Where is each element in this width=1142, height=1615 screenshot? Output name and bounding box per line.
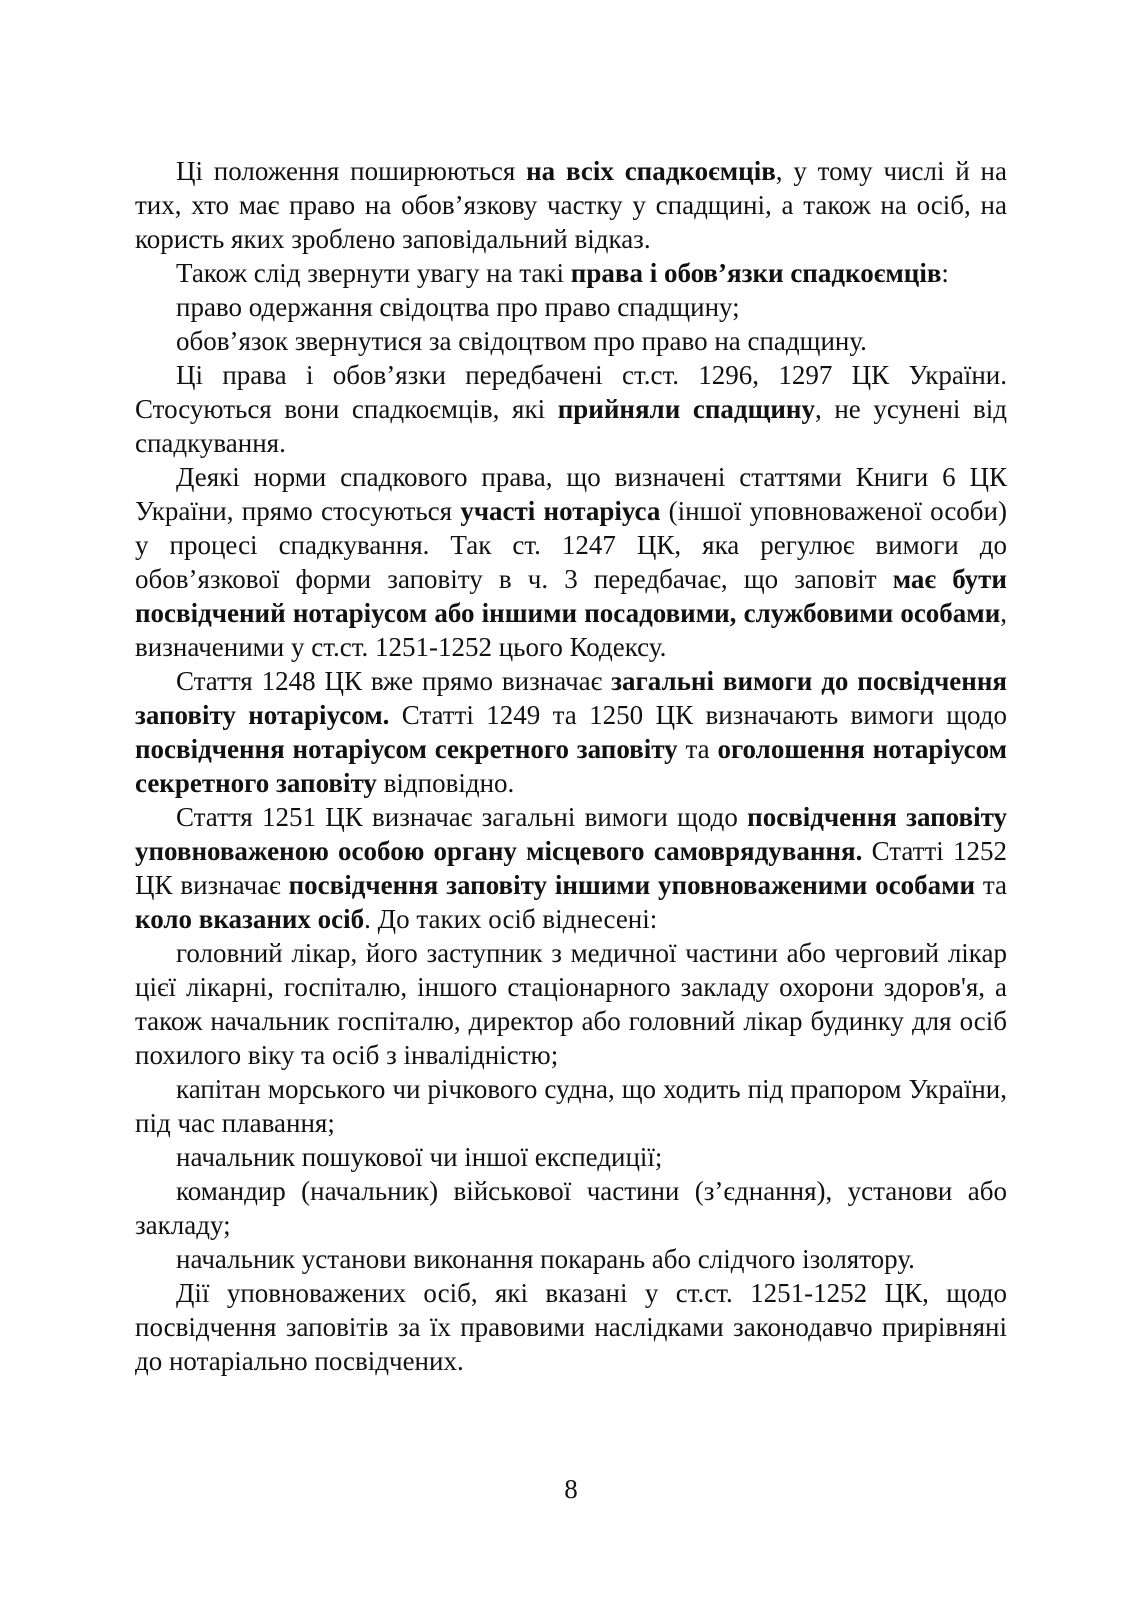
text-run: Деякі норми спадкового права, що визначені статтями Книги 6 ЦК України, прямо стосуються <box>135 462 1007 526</box>
paragraph <box>135 154 1007 256</box>
text-run: капітан морського чи річкового судна, що ходить під прапором України, під час плавання; <box>135 1074 1007 1138</box>
text-run: Ці положення поширюються <box>176 156 527 186</box>
bold-text-run: загальні вимоги до посвідчення заповіту нотаріусом. <box>135 666 1007 730</box>
paragraph <box>135 936 1007 1072</box>
page-body <box>135 154 1007 1378</box>
text-run: , у тому числі й на тих, хто має право на обов’язкову частку у спадщині, а також на осіб, на користь яких зроблено заповідальний відказ. <box>135 156 1007 254</box>
text-run: та <box>975 870 1007 900</box>
text-run: відповідно. <box>376 768 515 798</box>
bold-text-run: прийняли спадщину <box>557 394 815 424</box>
text-run: Також слід звернути увагу на такі <box>176 258 571 288</box>
text-run: Стаття 1248 ЦК вже прямо визначає <box>176 666 612 696</box>
text-run: начальник пошукової чи іншої експедиції; <box>176 1142 663 1172</box>
text-run: , не усунені від спадкування. <box>135 394 1007 458</box>
paragraph <box>135 1072 1007 1140</box>
paragraph <box>135 1174 1007 1242</box>
text-run: Дії уповноважених осіб, які вказані у ст.ст. 1251-1252 ЦК, щодо посвідчення заповітів за їх правовими наслідками законодавчо прирівняні до нотаріально посвідчених. <box>135 1278 1007 1376</box>
text-run: (іншої уповноваженої особи) у процесі спадкування. Так ст. 1247 ЦК, яка регулює вимоги до обов’язкової форми заповіту в ч. 3 передбачає, що заповіт <box>135 496 1007 594</box>
bold-text-run: оголошення нотаріусом секретного заповіту <box>135 734 1007 798</box>
bold-text-run: на всіх спадкоємців <box>526 156 776 186</box>
paragraph <box>135 1276 1007 1378</box>
bold-text-run: посвідчення нотаріусом секретного заповіту <box>135 734 678 764</box>
paragraph <box>135 1140 1007 1174</box>
paragraph <box>135 664 1007 800</box>
bold-text-run: коло вказаних осіб <box>135 904 365 934</box>
bold-text-run: посвідчення заповіту іншими уповноваженими особами <box>288 870 976 900</box>
paragraph <box>135 324 1007 358</box>
text-run: : <box>941 258 949 288</box>
text-run: командир (начальник) військової частини (з’єднання), установи або закладу; <box>135 1176 1007 1240</box>
bold-text-run: права і обов’язки спадкоємців <box>570 258 942 288</box>
text-run: Стаття 1251 ЦК визначає загальні вимоги щодо <box>176 802 748 832</box>
text-run: . До таких осіб віднесені: <box>364 904 658 934</box>
paragraph <box>135 460 1007 664</box>
bold-text-run: має бути посвідчений нотаріусом або іншими посадовими, службовими особами <box>135 564 1007 628</box>
bold-text-run: посвідчення заповіту уповноваженою особою органу місцевого самоврядування. <box>135 802 1007 866</box>
page-number: 8 <box>564 1474 578 1504</box>
paragraph <box>135 358 1007 460</box>
text-run: обов’язок звернутися за свідоцтвом про право на спадщину. <box>176 326 867 356</box>
text-run: начальник установи виконання покарань або слідчого ізолятору. <box>176 1244 915 1274</box>
paragraph <box>135 290 1007 324</box>
paragraph <box>135 800 1007 936</box>
paragraph <box>135 256 1007 290</box>
bold-text-run: участі нотаріуса <box>460 496 661 526</box>
paragraph <box>135 1242 1007 1276</box>
text-run: Статті 1249 та 1250 ЦК визначають вимоги щодо <box>389 700 1007 730</box>
text-run: Ці права і обов’язки передбачені ст.ст. 1296, 1297 ЦК України. Стосуються вони спадкоємців, які <box>135 360 1007 424</box>
text-run: право одержання свідоцтва про право спадщину; <box>176 292 740 322</box>
text-run: та <box>677 734 718 764</box>
text-run: Статті 1252 ЦК визначає <box>135 836 1007 900</box>
text-run: головний лікар, його заступник з медичної частини або черговий лікар цієї лікарні, госпіталю, іншого стаціонарного закладу охорони здоров'я, а також начальник госпіталю, директор або головний лікар будинку для осіб похилого віку та осіб з інвалідністю; <box>135 938 1007 1070</box>
text-run: , визначеними у ст.ст. 1251-1252 цього Кодексу. <box>135 598 1007 662</box>
